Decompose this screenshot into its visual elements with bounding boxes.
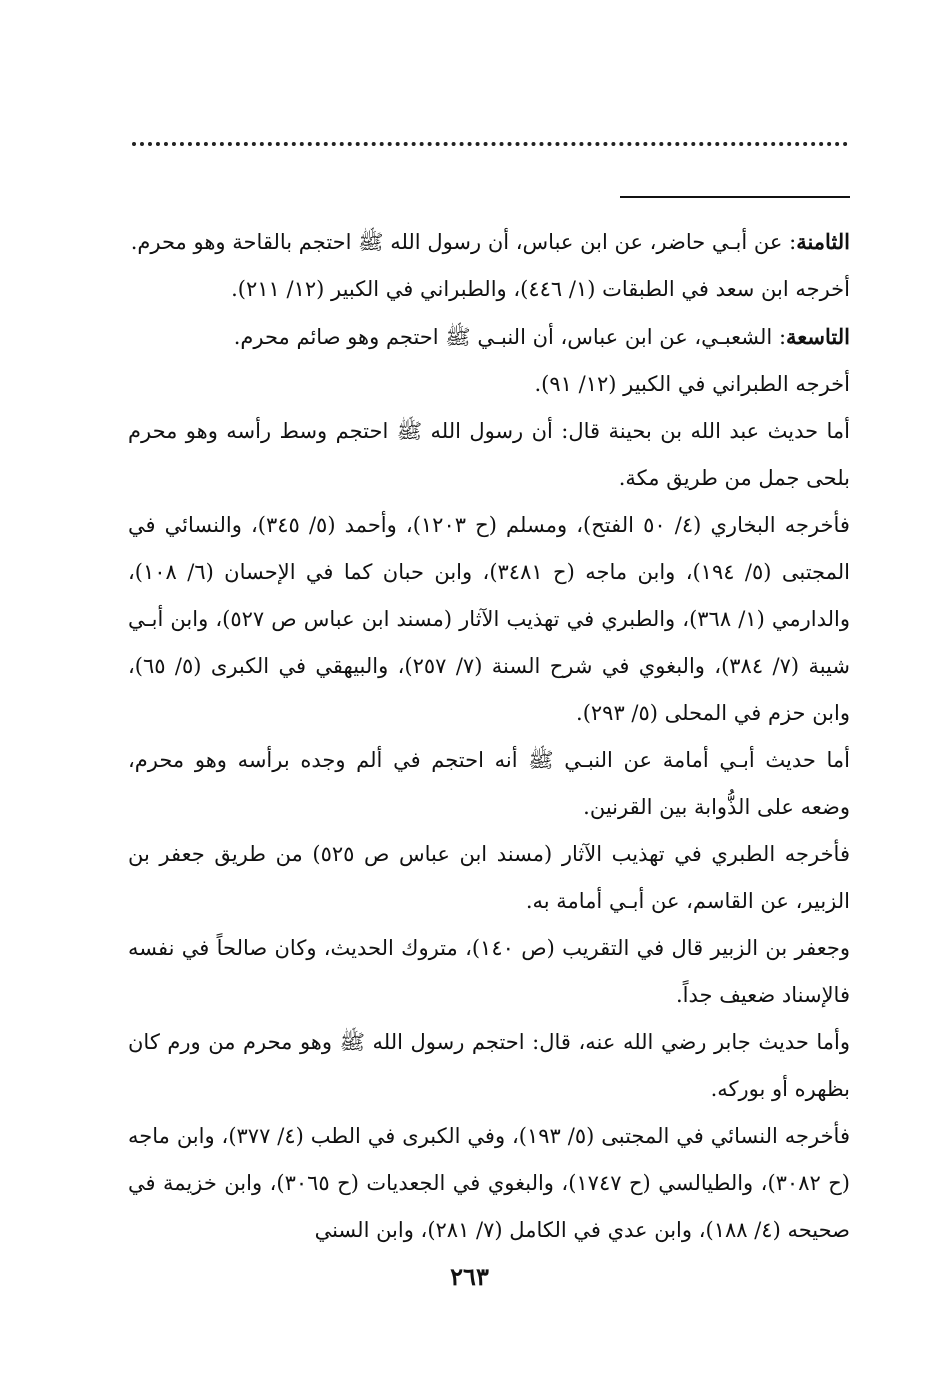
paragraph-label: التاسعة — [786, 324, 850, 349]
paragraph — [128, 737, 850, 831]
paragraph — [128, 266, 850, 313]
paragraph-text: فأخرجه البخاري (٤/ ٥٠ الفتح)، ومسلم (ح ١٢٠٣)، وأحمد (٥/ ٣٤٥)، والنسائي في المجتبى (٥/ ١٩٤)، وابن ماجه (ح ٣٤٨١)، وابن حبان كما في الإحسان (٦/ ١٠٨)، والدارمي (١/ ٣٦٨)، والطبري في تهذيب الآثار (مسند ابن عباس ص ٥٢٧)، وابن أبـي شيبة (٧/ ٣٨٤)، والبغوي في شرح السنة (٧/ ٢٥٧)، والبيهقي في الكبرى (٥/ ٦٥)، وابن حزم في المحلى (٥/ ٢٩٣). — [128, 513, 850, 725]
paragraph-text: أما حديث عبد الله بن بحينة قال: أن رسول الله ﷺ احتجم وسط رأسه وهو محرم بلحى جمل من طريق مكة. — [128, 419, 850, 490]
paragraph-text: فأخرجه الطبري في تهذيب الآثار (مسند ابن عباس ص ٥٢٥) من طريق جعفر بن الزبير، عن القاسم، عن أبـي أمامة به. — [128, 842, 850, 913]
paragraph — [128, 831, 850, 925]
paragraph — [128, 1113, 850, 1254]
paragraph — [128, 1019, 850, 1113]
footnote-rule — [620, 196, 850, 198]
paragraph-ninth — [128, 313, 850, 361]
page-number: ٢٦٣ — [450, 1262, 489, 1291]
paragraph — [128, 408, 850, 502]
paragraph-text: فأخرجه النسائي في المجتبى (٥/ ١٩٣)، وفي الكبرى في الطب (٤/ ٣٧٧)، وابن ماجه (ح ٣٠٨٢)، والطيالسي (ح ١٧٤٧)، والبغوي في الجعديات (ح ٣٠٦٥)، وابن خزيمة في صحيحه (٤/ ١٨٨)، وابن عدي في الكامل (٧/ ٢٨١)، وابن السني — [128, 1124, 850, 1242]
paragraph-eighth — [128, 218, 850, 266]
paragraph — [128, 361, 850, 408]
paragraph-text: أما حديث أبـي أمامة عن النبـي ﷺ أنه احتجم في ألم وجده برأسه وهو محرم، وضعه على الذُّوابة بين القرنين. — [128, 748, 850, 819]
paragraph-label: الثامنة — [796, 229, 850, 254]
paragraph-text: أخرجه ابن سعد في الطبقات (١/ ٤٤٦)، والطبراني في الكبير (١٢/ ٢١١). — [231, 277, 850, 301]
dotted-separator — [132, 142, 848, 146]
paragraph-text: : الشعبـي، عن ابن عباس، أن النبـي ﷺ احتجم وهو صائم محرم. — [233, 325, 787, 349]
paragraph — [128, 925, 850, 1019]
paragraph-text: وأما حديث جابر رضي الله عنه، قال: احتجم رسول الله ﷺ وهو محرم من ورم كان بظهره أو بوركه. — [128, 1030, 850, 1101]
paragraph — [128, 502, 850, 737]
paragraph-text: وجعفر بن الزبير قال في التقريب (ص ١٤٠)، متروك الحديث، وكان صالحاً في نفسه فالإسناد ضعيف جداً. — [128, 936, 850, 1007]
footnote-text — [128, 218, 850, 1254]
paragraph-text: : عن أبـي حاضر، عن ابن عباس، أن رسول الله ﷺ احتجم بالقاحة وهو محرم. — [130, 230, 797, 254]
paragraph-text: أخرجه الطبراني في الكبير (١٢/ ٩١). — [534, 372, 850, 396]
